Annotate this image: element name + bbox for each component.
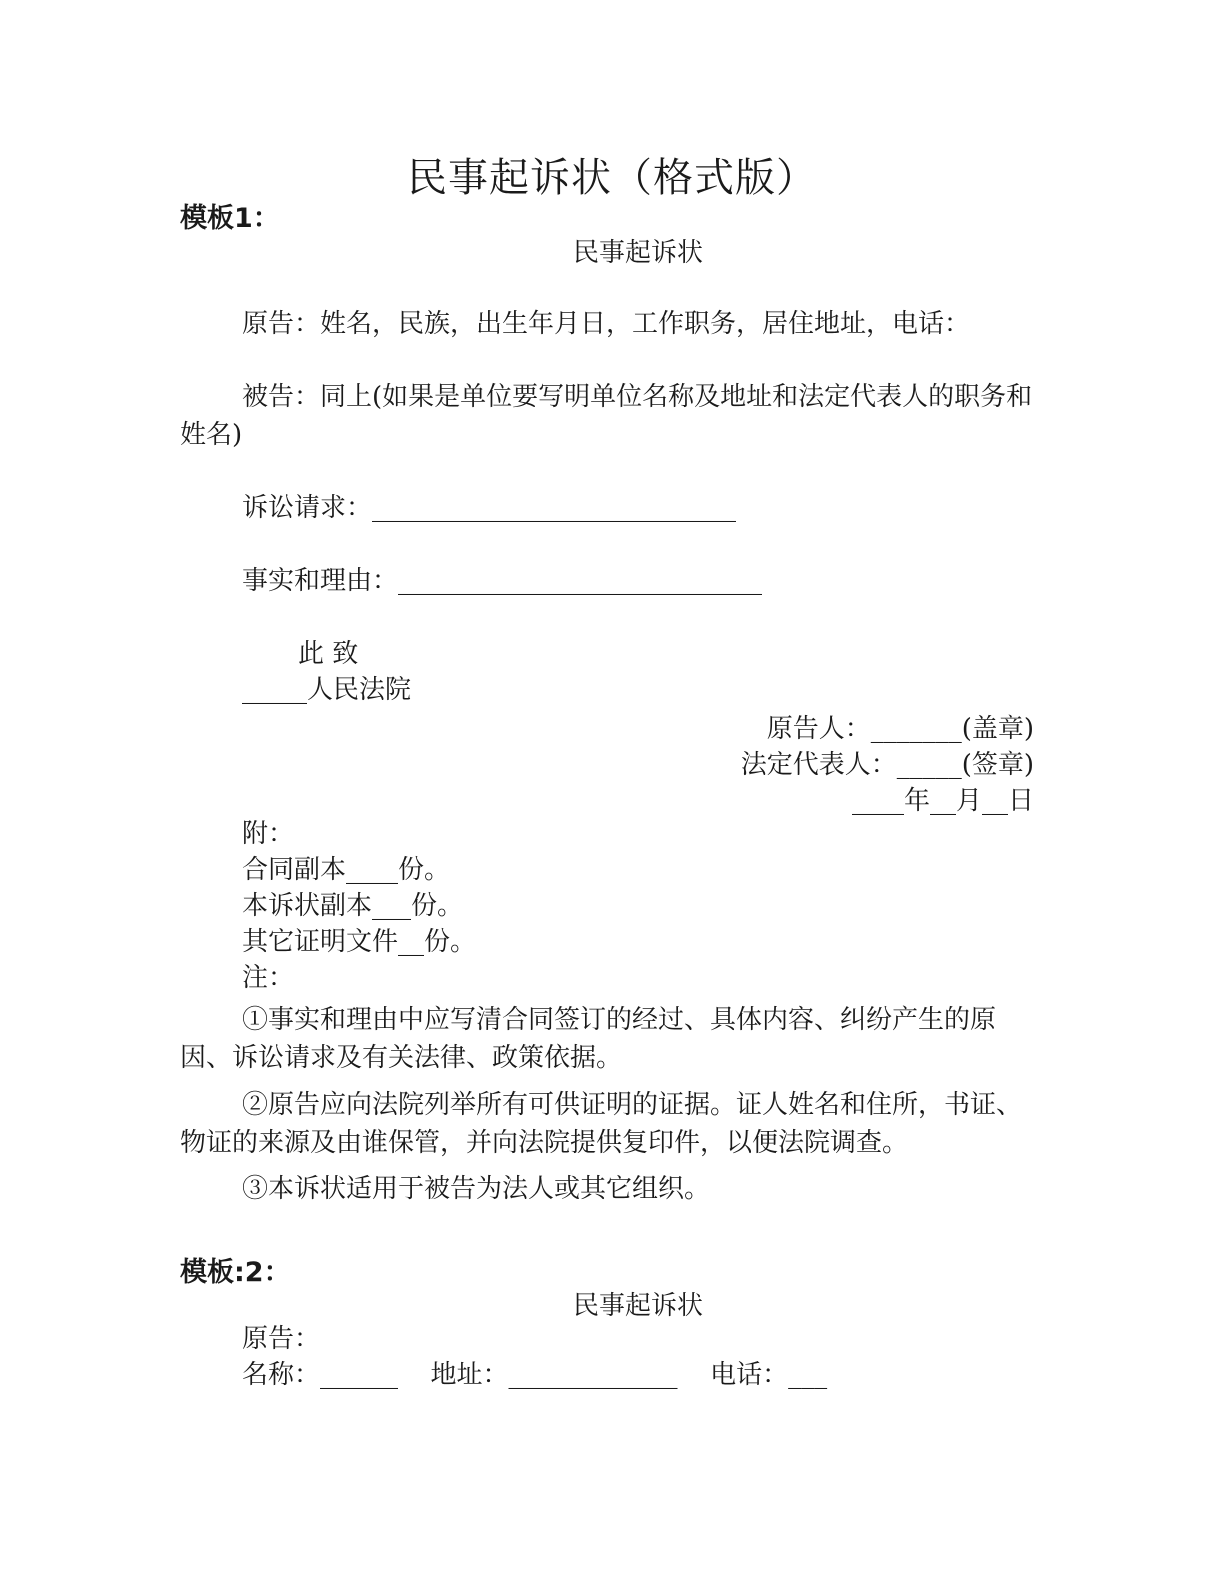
note-3: ③本诉状适用于被告为法人或其它组织。 [242, 1174, 711, 1204]
claims-line: 诉讼请求：____________________________ [242, 493, 737, 523]
template2-fields-row [242, 1357, 827, 1393]
date-line: ____年__月__日 [851, 786, 1034, 816]
address-field: 地址：_____________ [430, 1360, 678, 1390]
template2-label: 模板:2： [180, 1257, 291, 1288]
legal-rep-line: 法定代表人：_____(签章) [740, 750, 1034, 780]
document-title: 民事起诉状（格式版） [407, 155, 817, 201]
template2-plaintiff-label: 原告： [242, 1324, 321, 1354]
attachment-contract: 合同副本____份。 [242, 855, 451, 885]
name-field: 名称：______ [242, 1360, 399, 1390]
plaintiff-line: 原告：姓名，民族，出生年月日，工作职务，居住地址，电话： [242, 309, 971, 339]
note-1: ①事实和理由中应写清合同签订的经过、具体内容、纠纷产生的原因、诉讼请求及有关法律、政策依据。 [180, 1005, 997, 1073]
template1-label: 模板1： [180, 203, 280, 234]
defendant-paragraph: 被告：同上(如果是单位要写明单位名称及地址和法定代表人的职务和姓名) [180, 382, 1033, 450]
attachments-label: 附： [242, 819, 295, 849]
attachment-copies: 本诉状副本___份。 [242, 891, 464, 921]
signer-line: 原告人：_______(盖章) [766, 714, 1034, 744]
template2-heading: 民事起诉状 [572, 1291, 703, 1321]
greeting-line: 此 致 [298, 639, 359, 669]
court-line: _____人民法院 [242, 675, 412, 705]
facts-line: 事实和理由：____________________________ [242, 566, 763, 596]
note-2: ②原告应向法院列举所有可供证明的证据。证人姓名和住所，书证、物证的来源及由谁保管，并向法院提供复印件，以便法院调查。 [180, 1090, 1023, 1158]
notes-label: 注： [242, 963, 295, 993]
attachment-evidence: 其它证明文件__份。 [242, 927, 477, 957]
phone-field: 电话：___ [710, 1360, 828, 1390]
template1-heading: 民事起诉状 [572, 238, 703, 268]
